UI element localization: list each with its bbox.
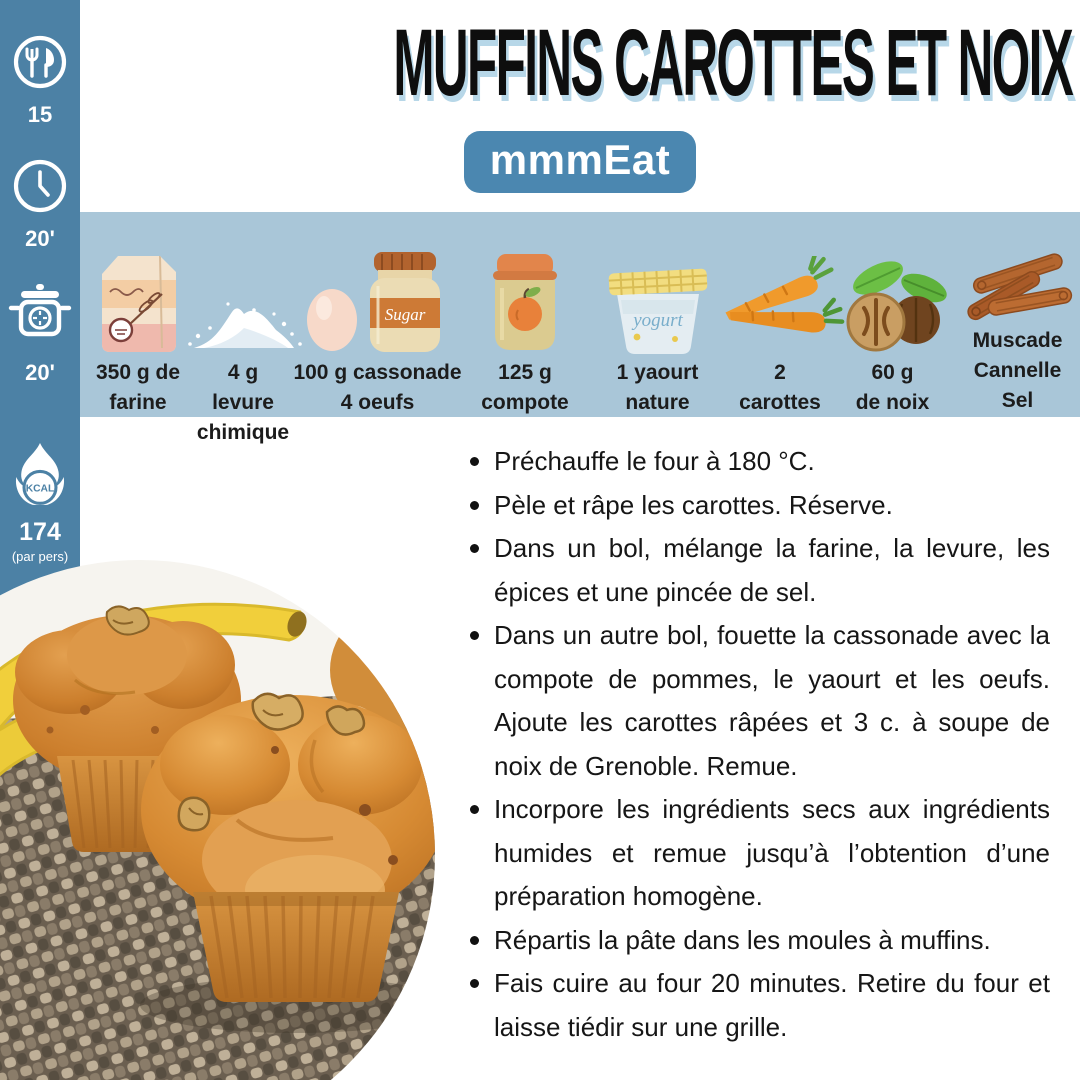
header	[80, 10, 1080, 116]
brand-badge: mmmEat	[464, 131, 696, 193]
cook-time-stat	[7, 280, 73, 386]
servings-value: 15	[27, 102, 53, 127]
ingredient-spices	[955, 212, 1080, 416]
instructions-list	[494, 440, 1050, 1049]
ingredient-carrots	[730, 212, 830, 418]
ingredient-label: 125 g compote	[481, 361, 569, 414]
ingredient-label: 4 g levure chimique	[196, 361, 290, 444]
carrots-icon	[715, 224, 845, 356]
instruction-step: Incorpore les ingrédients secs aux ingrédients humides et remue jusqu’à l’obtention d’une préparation homogène.	[494, 788, 1050, 919]
kcal-flame-icon	[6, 442, 74, 513]
ingredient-label: 1 yaourt nature	[616, 361, 699, 414]
muffins-photo	[0, 560, 435, 1080]
prep-time-stat	[10, 158, 70, 252]
sugar-jar-label-text: Sugar	[384, 305, 425, 324]
kcal-value: 174	[19, 518, 61, 546]
ingredient-sugar-eggs	[290, 212, 465, 418]
ingredient-flour	[80, 212, 196, 418]
egg-sugar-jar-icon	[302, 224, 454, 356]
baking-powder-icon	[184, 224, 302, 356]
cook-time-value: 20'	[25, 360, 55, 385]
ingredient-label: 2 carottes	[739, 361, 821, 414]
flour-bag-icon	[88, 224, 188, 356]
servings-stat	[10, 34, 70, 128]
instruction-step: Dans un bol, mélange la farine, la levure, les épices et une pincée de sel.	[494, 527, 1050, 614]
ingredient-baking-powder	[196, 212, 290, 448]
ingredient-label: 350 g de farine	[95, 361, 181, 414]
spices-icon	[958, 224, 1078, 324]
brand-wrap	[80, 131, 1080, 193]
applesauce-jar-icon	[470, 224, 580, 356]
energy-stat	[6, 442, 74, 564]
instruction-step: Répartis la pâte dans les moules à muffins.	[494, 919, 1050, 963]
yogurt-pot-label-text: yogurt	[632, 310, 683, 331]
instruction-step: Pèle et râpe les carottes. Réserve.	[494, 484, 1050, 528]
muffins-photo-illustration	[0, 560, 435, 1080]
yogurt-pot-icon	[597, 224, 719, 356]
instruction-step: Dans un autre bol, fouette la cassonade avec la compote de pommes, le yaourt et les oeufs. Ajoute les carottes râpées et 3 c. à soupe de noix de Grenoble. Remue.	[494, 614, 1050, 788]
cutlery-icon	[10, 34, 70, 97]
walnut-icon	[832, 224, 954, 356]
clock-icon	[10, 158, 70, 221]
ingredient-label: 100 g cassonade 4 oeufs	[293, 361, 462, 414]
kcal-per-person: (par pers)	[11, 549, 69, 564]
ingredient-label: 60 g de noix	[855, 361, 930, 414]
instruction-step: Fais cuire au four 20 minutes. Retire du four et laisse tiédir sur une grille.	[494, 962, 1050, 1049]
page-title: MUFFINS CAROTTES ET NOIX	[393, 10, 1073, 116]
ingredient-yogurt	[585, 212, 730, 418]
prep-time-value: 20'	[25, 226, 55, 251]
instruction-step: Préchauffe le four à 180 °C.	[494, 440, 1050, 484]
pot-timer-icon	[7, 280, 73, 355]
ingredient-applesauce	[465, 212, 585, 418]
ingredients-band	[80, 212, 1080, 444]
ingredient-walnuts	[830, 212, 955, 418]
ingredient-label: Muscade Cannelle Sel	[972, 329, 1063, 412]
kcal-badge-text: KCAL	[25, 483, 55, 495]
